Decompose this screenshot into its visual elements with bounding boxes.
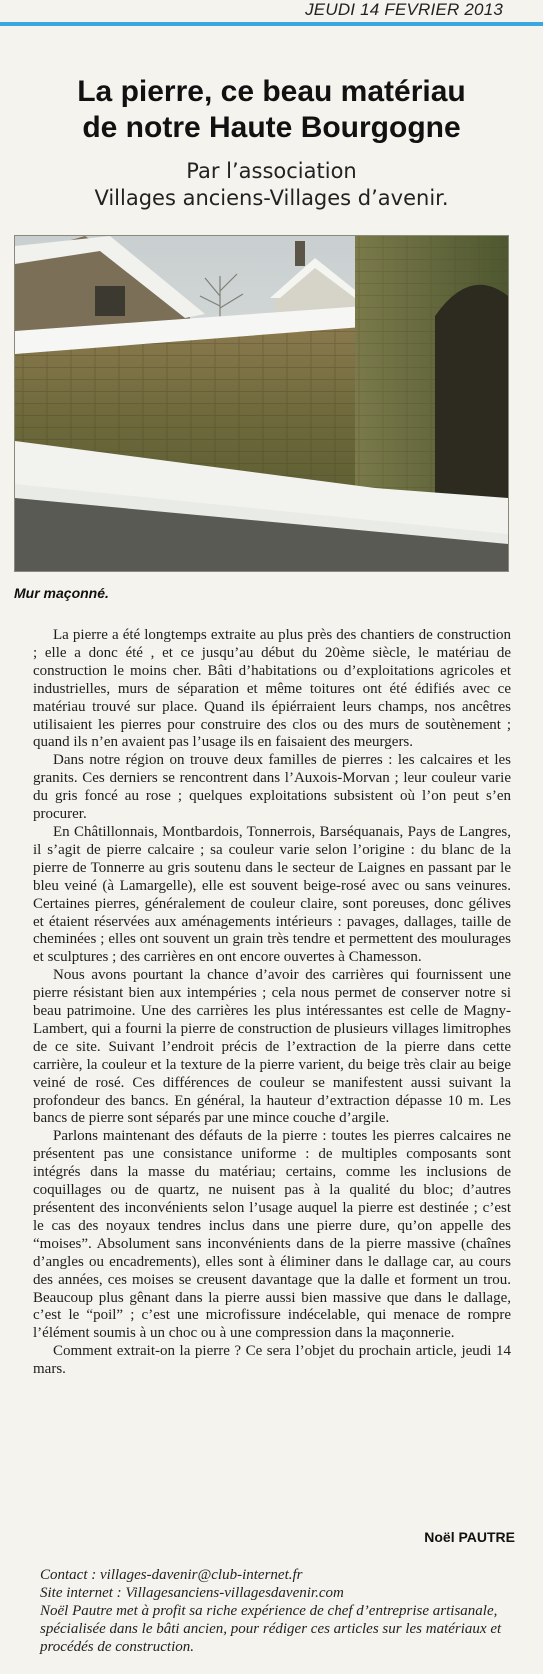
- article-paragraph: Comment extrait-on la pierre ? Ce sera l’objet du prochain article, jeudi 14 mars.: [33, 1343, 511, 1378]
- article-title-line-1: La pierre, ce beau matériau: [77, 75, 466, 108]
- article-byline: [10, 158, 533, 212]
- article-paragraph: La pierre a été longtemps extraite au plus près des chantiers de construction ; elle a donc été , et ce jusqu’au début du 20ème siècle, le matériau de construction le moins cher. Bâti d’habitations ou d’exploitations agricoles et industrielles, murs de séparation et même toitures ont été édifiés avec ce matériau trouvé sur place. Quand ils épiérraient leurs champs, nos ancêtres utilisaient les pierres pour construire des clos ou des murs de soutènement ; quand ils n’en avaient pas l’usage ils en faisaient des meurgers.: [33, 627, 511, 751]
- article-paragraph: En Châtillonnais, Montbardois, Tonnerrois, Barséquanais, Pays de Langres, il s’agit de pierre calcaire ; sa couleur varie selon l’origine : du blanc de la pierre de Tonnerre au gris soutenu dans le secteur de Laignes en passant par le bleu veiné (à Lamargelle), elle est souvent beige-rosé avec ou sans veinures. Certaines pierres, généralement de couleur claire, sont poreuses, donc gélives et étaient réservées aux aménagements intérieurs : pavages, dallages, taille de cheminées ; elles ont souvent un grain très tendre et permettent des moulurages et sculptures ; des carrières en ont encore ouvertes à Chamesson.: [33, 823, 511, 966]
- article-footer: [40, 1566, 518, 1656]
- byline-line-1: Par l’association: [186, 159, 357, 183]
- header-rule: [0, 22, 543, 26]
- website-line: Site internet : Villagesanciens-villagesdavenir.com: [40, 1585, 344, 1601]
- article-paragraph: Parlons maintenant des défauts de la pierre : toutes les pierres calcaires ne présentent pas une consistance uniforme : de multiples composants sont intégrés dans la masse du matériau; certains, comme les inclusions de coquillages ou de quartz, ne nuisent pas à la qualité du bloc; d’autres présentent des inconvénients selon l’usage auquel la pierre est destinée ; c’est le cas des noyaux tendres inclus dans une pierre dure, qu’on appelle des “moises”. Absolument sans inconvénients dans de la pierre massive (chaînes d’angles ou encadrements), elles sont à éliminer dans le dallage car, au cours des années, ces moises se creusent davantage que la dalle et forment un trou. Beaucoup plus gênant dans la pierre aussi bien massive que dans le dallage, c’est le “poil” ; c’est une microfissure indécelable, qui menace de rompre l’élément soumis à un choc ou à une compression dans la maçonnerie.: [33, 1128, 511, 1342]
- contact-line: Contact : villages-davenir@club-internet.fr: [40, 1567, 303, 1583]
- article-paragraph: Nous avons pourtant la chance d’avoir des carrières qui fournissent une pierre résistant bien aux intempéries ; cela nous permet de conserver notre si beau patrimoine. Une des carrières les plus intéressantes est celle de Magny-Lambert, qui a fourni la pierre de construction de plusieurs villages limitrophes de ce site. Suivant l’endroit précis de l’extraction de la pierre dans cette carrière, la couleur et la texture de la pierre varient, du beige très clair au beige veiné de rosé. Ces différences de couleur se manifestent aussi suivant la profondeur des bancs. En général, la hauteur d’extraction dépasse 10 m. Les bancs de pierre sont séparés par une mince couche d’argile.: [33, 967, 511, 1127]
- author-signature: Noël PAUTRE: [424, 1529, 515, 1545]
- article-title-line-2: de notre Haute Bourgogne: [82, 111, 461, 144]
- article-title: [10, 74, 533, 146]
- article-photo: [14, 235, 509, 572]
- article-body: [33, 627, 511, 1379]
- photo-caption: Mur maçonné.: [14, 585, 109, 601]
- article-paragraph: Dans notre région on trouve deux familles de pierres : les calcaires et les granits. Ces derniers se rencontrent dans l’Auxois-Morvan ; leur couleur varie du gris foncé au rose ; quelques exploitations subsistent où l’on peut s’en procurer.: [33, 752, 511, 823]
- author-bio: Noël Pautre met à profit sa riche expérience de chef d’entreprise artisanale, spécialisée dans le bâti ancien, pour rédiger ces articles sur les matériaux et procédés de construction.: [40, 1603, 502, 1655]
- issue-date: JEUDI 14 FEVRIER 2013: [305, 0, 503, 19]
- byline-line-2: Villages anciens-Villages d’avenir.: [94, 186, 449, 210]
